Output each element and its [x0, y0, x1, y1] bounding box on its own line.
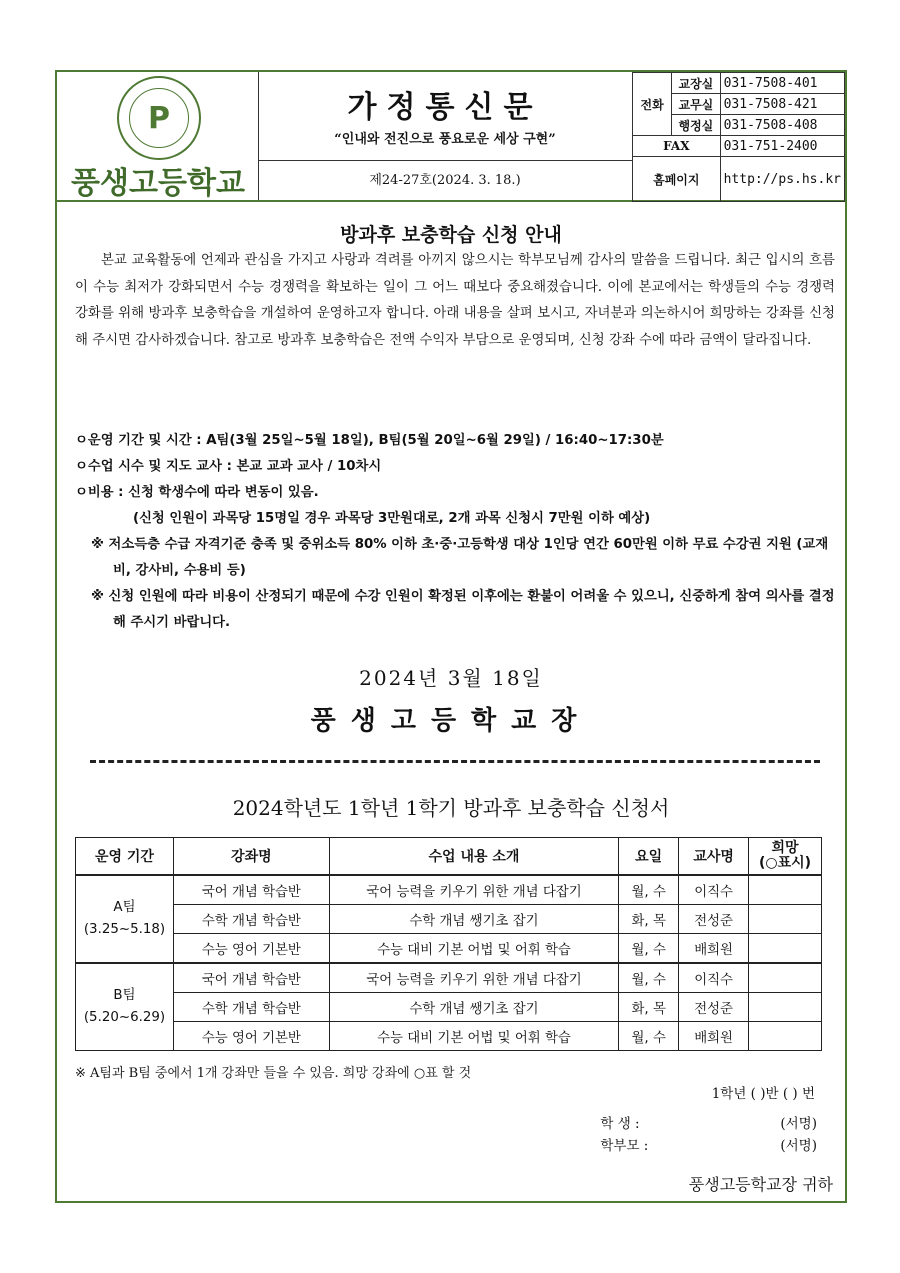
course-days: 월, 수 [619, 875, 679, 905]
course-desc: 수능 대비 기본 어법 및 어휘 학습 [329, 934, 619, 964]
table-row [76, 963, 822, 993]
team-name: B팀 [113, 988, 136, 1003]
cut-line [90, 760, 820, 763]
refund-note: ※ 신청 인원에 따라 비용이 산정되기 때문에 수강 인원이 확정된 이후에는 환불이 어려울 수 있으니, 신중하게 참여 의사를 결정해 주시기 바랍니다. [91, 589, 835, 630]
col-wish: 희망 (○표시) [749, 838, 822, 876]
issue-number: 제24-27호(2024. 3. 18.) [258, 160, 632, 201]
school-emblem: P [117, 76, 201, 160]
parent-signature-field[interactable] [600, 1134, 817, 1154]
notice-date: 2024년 3월 18일 [359, 666, 543, 690]
phone-label: 전화 [633, 73, 672, 136]
contact-label: 교무실 [672, 94, 720, 115]
contact-number: 031-7508-408 [720, 115, 844, 136]
course-desc: 수학 개념 쌩기초 잡기 [329, 905, 619, 934]
wish-checkbox[interactable] [749, 963, 822, 993]
course-days: 화, 목 [619, 905, 679, 934]
table-row [76, 905, 822, 934]
hours-item: ㅇ수업 시수 및 지도 교사 : 본교 교과 교사 / 10차시 [75, 459, 382, 474]
homepage-label: 홈페이지 [633, 157, 721, 202]
sign-label: (서명) [780, 1116, 817, 1132]
student-label: 학 생 : [600, 1116, 640, 1132]
contact-info [632, 72, 845, 200]
notice-items [75, 428, 835, 636]
course-days: 월, 수 [619, 934, 679, 964]
table-header-row [76, 838, 822, 876]
course-name: 수학 개념 학습반 [173, 905, 329, 934]
team-dates: (3.25~5.18) [83, 922, 166, 937]
intro-text: 본교 교육활동에 언제과 관심을 가지고 사랑과 격려를 아끼지 않으시는 학부모님께 감사의 말씀을 드립니다. 최근 입시의 흐름이 수능 최저가 강화되면서 수능 경쟁력을 확보하는 일이 그 어느 때보다 중요해졌습니다. 이에 본교에서는 학생들의 수능 경쟁력 강화를 위해 방과후 보충학습을 개설하여 운영하고자 합니다. 아래 내용을 살펴 보시고, 자녀분과 의논하시어 희망하는 강좌를 신청해 주시면 감사하겠습니다. 참고로 방과후 보충학습은 전액 수익자 부담으로 운영되며, 신청 강좌 수에 따라 금액이 달라집니다. [75, 253, 835, 348]
sign-label: (서명) [780, 1138, 817, 1154]
course-desc: 수학 개념 쌩기초 잡기 [329, 993, 619, 1022]
team-dates: (5.20~6.29) [83, 1010, 166, 1025]
course-name: 국어 개념 학습반 [173, 963, 329, 993]
form-recipient: 풍생고등학교장 귀하 [688, 1175, 833, 1194]
team-cell [76, 963, 174, 1051]
class-number-field[interactable]: 1학년 ( )반 ( ) 번 [711, 1086, 815, 1102]
support-note: ※ 저소득층 수급 자격기준 충족 및 중위소득 80% 이하 초·중·고등학생 대상 1인당 연간 60만원 이하 무료 수강권 지원 (교재비, 강사비, 수용비 등) [91, 537, 829, 578]
table-row [76, 934, 822, 964]
newsletter-title: 가정통신문 [347, 90, 543, 125]
col-period: 운영 기간 [76, 838, 174, 876]
course-name: 수능 영어 기본반 [173, 934, 329, 964]
course-desc: 국어 능력을 키우기 위한 개념 다잡기 [329, 963, 619, 993]
course-teacher: 배희원 [679, 1022, 749, 1051]
team-cell [76, 875, 174, 963]
course-table [75, 837, 822, 1051]
team-name: A팀 [113, 900, 136, 915]
wish-checkbox[interactable] [749, 1022, 822, 1051]
school-motto: “인내와 전진으로 풍요로운 세상 구현” [334, 132, 556, 147]
student-signature-field[interactable] [600, 1112, 817, 1132]
col-course: 강좌명 [173, 838, 329, 876]
col-desc: 수업 내용 소개 [329, 838, 619, 876]
wish-checkbox[interactable] [749, 934, 822, 964]
school-name: 풍생고등학교 [71, 166, 245, 201]
form-title: 2024학년도 1학년 1학기 방과후 보충학습 신청서 [232, 796, 670, 820]
course-name: 국어 개념 학습반 [173, 875, 329, 905]
principal-signature: 풍생고등학교장 [310, 706, 592, 736]
contact-label: 행정실 [672, 115, 720, 136]
newsletter-frame [55, 70, 847, 1203]
letterhead [57, 72, 845, 202]
col-days: 요일 [619, 838, 679, 876]
cost-detail: (신청 인원이 과목당 15명일 경우 과목당 3만원대로, 2개 과목 신청시 7만원 이하 예상) [133, 511, 651, 526]
table-row [76, 993, 822, 1022]
table-row [76, 875, 822, 905]
course-teacher: 이직수 [679, 963, 749, 993]
contact-number: 031-7508-401 [720, 73, 844, 94]
course-teacher: 전성준 [679, 993, 749, 1022]
school-logo-block [57, 72, 259, 200]
course-name: 수능 영어 기본반 [173, 1022, 329, 1051]
course-desc: 수능 대비 기본 어법 및 어휘 학습 [329, 1022, 619, 1051]
intro-paragraph [75, 248, 835, 354]
course-teacher: 전성준 [679, 905, 749, 934]
table-row [76, 1022, 822, 1051]
course-teacher: 이직수 [679, 875, 749, 905]
newsletter-title-block [258, 72, 633, 200]
fax-label: FAX [633, 136, 721, 157]
course-days: 월, 수 [619, 963, 679, 993]
cost-item: ㅇ비용 : 신청 학생수에 따라 변동이 있음. [75, 485, 319, 500]
homepage-link[interactable]: http://ps.hs.kr [720, 157, 844, 202]
course-teacher: 배희원 [679, 934, 749, 964]
wish-checkbox[interactable] [749, 905, 822, 934]
notice-title: 방과후 보충학습 신청 안내 [340, 224, 562, 246]
form-footnote: ※ A팀과 B팀 중에서 1개 강좌만 들을 수 있음. 희망 강좌에 ○표 할 것 [75, 1066, 472, 1081]
col-teacher: 교사명 [679, 838, 749, 876]
course-name: 수학 개념 학습반 [173, 993, 329, 1022]
course-days: 화, 목 [619, 993, 679, 1022]
parent-label: 학부모 : [600, 1138, 649, 1154]
course-desc: 국어 능력을 키우기 위한 개념 다잡기 [329, 875, 619, 905]
contact-number: 031-7508-421 [720, 94, 844, 115]
period-item: ㅇ운영 기간 및 시간 : A팀(3월 25일~5월 18일), B팀(5월 20일~6월 29일) / 16:40~17:30분 [75, 433, 664, 448]
wish-checkbox[interactable] [749, 875, 822, 905]
wish-checkbox[interactable] [749, 993, 822, 1022]
course-days: 월, 수 [619, 1022, 679, 1051]
contact-label: 교장실 [672, 73, 720, 94]
fax-number: 031-751-2400 [720, 136, 844, 157]
